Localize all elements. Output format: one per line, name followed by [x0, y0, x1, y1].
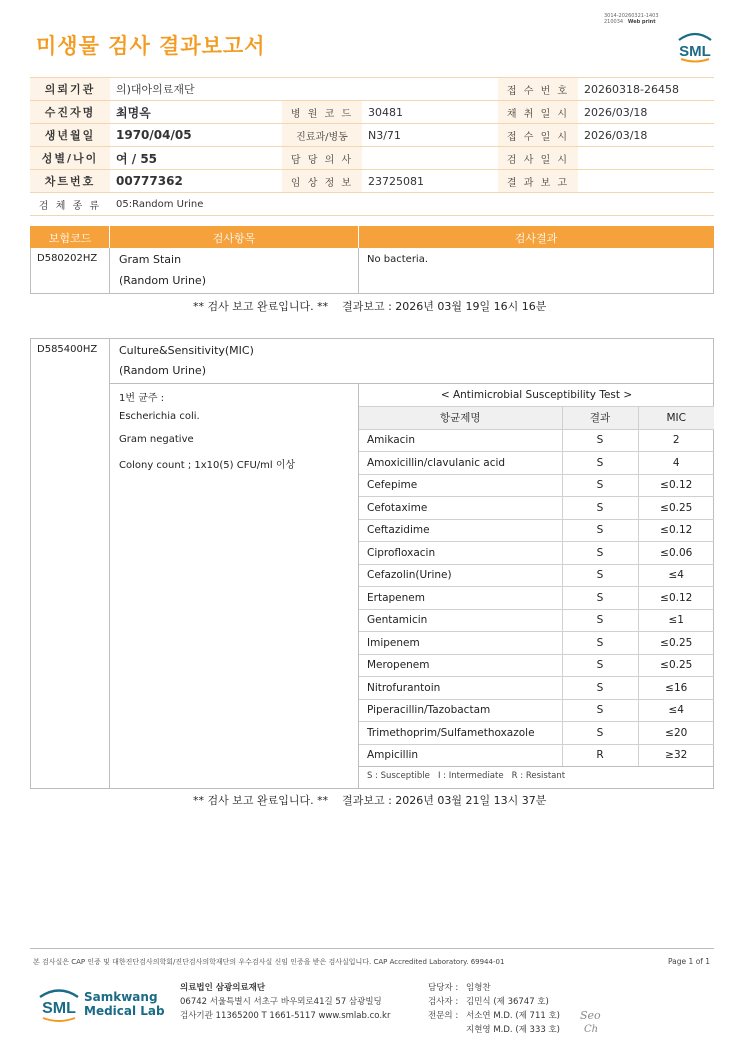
ast-cell-result: S — [562, 699, 638, 722]
sml-footer-logo — [36, 982, 82, 1030]
ast-cell-result: S — [562, 452, 638, 475]
ast-cell-drug: Meropenem — [359, 654, 562, 677]
ast-cell-result: S — [562, 677, 638, 700]
ast-cell-result: S — [562, 497, 638, 520]
corp-contact: 검사기관 11365200 T 1661-5117 www.smlab.co.kr — [180, 1011, 391, 1021]
ast-legend: S : Susceptible I : Intermediate R : Resistant — [367, 771, 566, 781]
test1-name: Gram Stain — [119, 253, 182, 266]
col-test-item: 검사항목 — [212, 232, 256, 245]
ast-cell-result: S — [562, 474, 638, 497]
web-print-label: Web print — [627, 19, 656, 25]
ast-cell-mic: ≤4 — [638, 564, 714, 587]
organism-number: 1번 균주 : — [119, 393, 165, 404]
ast-row — [359, 744, 714, 767]
colony-count: Colony count ; 1x10(5) CFU/ml 이상 — [119, 460, 296, 471]
sml-logo — [675, 26, 715, 68]
ast-row — [359, 564, 714, 587]
ast-cell-drug: Nitrofurantoin — [359, 677, 562, 700]
ast-cell-mic: ≤0.12 — [638, 519, 714, 542]
info-row: 의뢰기관 의)대아의료재단 접 수 번 호 20260318-26458 — [30, 78, 714, 101]
ast-cell-result: S — [562, 429, 638, 452]
ast-cell-drug: Amoxicillin/clavulanic acid — [359, 452, 562, 475]
test2-code: D585400HZ — [37, 344, 98, 355]
ast-cell-drug: Amikacin — [359, 429, 562, 452]
document-code — [604, 13, 659, 25]
test1-report-status: ** 검사 보고 완료입니다. ** 결과보고 : 2026년 03월 19일 16시 16분 — [193, 300, 547, 313]
info-row: 생년월일 1970/04/05 진료과/병동 N3/71 접 수 일 시 2026/03/18 — [30, 124, 714, 147]
ast-row — [359, 587, 714, 610]
ast-row — [359, 722, 714, 745]
col-insurance-code: 보험코드 — [48, 232, 92, 245]
ast-cell-drug: Piperacillin/Tazobactam — [359, 699, 562, 722]
ast-cell-mic: ≥32 — [638, 744, 714, 767]
ast-cell-drug: Ampicillin — [359, 744, 562, 767]
patient-info-table — [30, 77, 714, 216]
ast-cell-result: S — [562, 542, 638, 565]
ast-cell-drug: Imipenem — [359, 632, 562, 655]
ast-cell-mic: ≤1 — [638, 609, 714, 632]
signature-2: Ch — [584, 1024, 599, 1035]
ast-cell-drug: Trimethoprim/Sulfamethoxazole — [359, 722, 562, 745]
test2-name: Culture&Sensitivity(MIC) — [119, 344, 254, 357]
staff-list — [428, 981, 560, 1037]
test1-specimen: (Random Urine) — [119, 274, 206, 287]
ast-row — [359, 542, 714, 565]
brand-name: Samkwang Medical Lab — [84, 990, 165, 1018]
ast-cell-result: S — [562, 654, 638, 677]
ast-cell-mic: ≤0.12 — [638, 587, 714, 610]
ast-row — [359, 519, 714, 542]
doc-code-line1: 3014-20260321-1403 — [604, 13, 659, 19]
ast-cell-mic: ≤0.12 — [638, 474, 714, 497]
ast-cell-mic: ≤16 — [638, 677, 714, 700]
staff-row: 검사자 : 김민식 (제 36747 호) — [428, 997, 549, 1007]
ast-title: < Antimicrobial Susceptibility Test > — [359, 384, 714, 407]
ast-cell-drug: Cefazolin(Urine) — [359, 564, 562, 587]
ast-row — [359, 452, 714, 475]
test2-specimen: (Random Urine) — [119, 364, 206, 377]
ast-header-mic: MIC — [638, 407, 714, 430]
ast-cell-result: S — [562, 519, 638, 542]
ast-cell-mic: 2 — [638, 429, 714, 452]
results-header — [30, 226, 714, 248]
ast-cell-mic: ≤0.25 — [638, 632, 714, 655]
ast-cell-drug: Cefotaxime — [359, 497, 562, 520]
organism-name: Escherichia coli. — [119, 411, 200, 422]
ast-row — [359, 497, 714, 520]
staff-row: 담당자 : 임형찬 — [428, 983, 491, 993]
test1-result: No bacteria. — [367, 254, 429, 265]
ast-cell-drug: Ertapenem — [359, 587, 562, 610]
certification-note: 본 검사실은 CAP 인증 및 대한진단검사의학회/진단검사의학재단의 우수검사실 신임 인증을 받은 검사실입니다. CAP Accredited Laboratory. 69944-01 — [33, 958, 505, 966]
ast-cell-result: S — [562, 587, 638, 610]
info-row: 차트번호 00777362 임 상 정 보 23725081 결 과 보 고 — [30, 170, 714, 193]
ast-cell-result: S — [562, 564, 638, 587]
ast-cell-mic: ≤4 — [638, 699, 714, 722]
staff-row: 전문의 : 서소연 M.D. (제 711 호) — [428, 1011, 561, 1021]
corp-name: 의료법인 삼광의료재단 — [180, 983, 266, 993]
ast-row — [359, 609, 714, 632]
test1-code: D580202HZ — [37, 253, 98, 264]
ast-cell-drug: Cefepime — [359, 474, 562, 497]
doc-code-line2: 210034 — [604, 19, 624, 25]
ast-cell-drug: Ceftazidime — [359, 519, 562, 542]
info-row-specimen: 검 체 종 류 05:Random Urine — [30, 193, 714, 216]
info-row: 성별/나이 여 / 55 담 당 의 사 검 사 일 시 — [30, 147, 714, 170]
ast-cell-mic: 4 — [638, 452, 714, 475]
ast-row — [359, 632, 714, 655]
ast-header-result: 결과 — [562, 407, 638, 430]
ast-row — [359, 654, 714, 677]
ast-cell-result: R — [562, 744, 638, 767]
corp-address: 06742 서울특별시 서초구 바우뫼로41길 57 삼광빌딩 — [180, 997, 382, 1007]
ast-cell-mic: ≤0.25 — [638, 497, 714, 520]
test2-report-status: ** 검사 보고 완료입니다. ** 결과보고 : 2026년 03월 21일 13시 37분 — [193, 794, 547, 807]
svg-text:SML: SML — [679, 43, 711, 60]
ast-cell-mic: ≤0.25 — [638, 654, 714, 677]
ast-cell-drug: Ciprofloxacin — [359, 542, 562, 565]
ast-row — [359, 677, 714, 700]
signature-1: Seo — [580, 1009, 601, 1022]
gram-result: Gram negative — [119, 434, 194, 445]
col-test-result: 검사결과 — [514, 232, 558, 245]
ast-cell-mic: ≤20 — [638, 722, 714, 745]
ast-cell-result: S — [562, 632, 638, 655]
info-row: 수진자명 최명옥 병 원 코 드 30481 채 취 일 시 2026/03/18 — [30, 101, 714, 124]
ast-cell-mic: ≤0.06 — [638, 542, 714, 565]
ast-cell-result: S — [562, 609, 638, 632]
ast-row — [359, 474, 714, 497]
page-number: Page 1 of 1 — [668, 957, 711, 966]
ast-cell-result: S — [562, 722, 638, 745]
ast-row — [359, 699, 714, 722]
ast-header-drug: 항균제명 — [359, 407, 562, 430]
ast-table — [359, 384, 714, 767]
page-title: 미생물 검사 결과보고서 — [36, 34, 266, 58]
ast-cell-drug: Gentamicin — [359, 609, 562, 632]
corporation-info — [180, 981, 390, 1023]
staff-row: 지현영 M.D. (제 333 호) — [466, 1025, 561, 1035]
svg-text:SML: SML — [42, 1000, 76, 1017]
ast-row — [359, 429, 714, 452]
